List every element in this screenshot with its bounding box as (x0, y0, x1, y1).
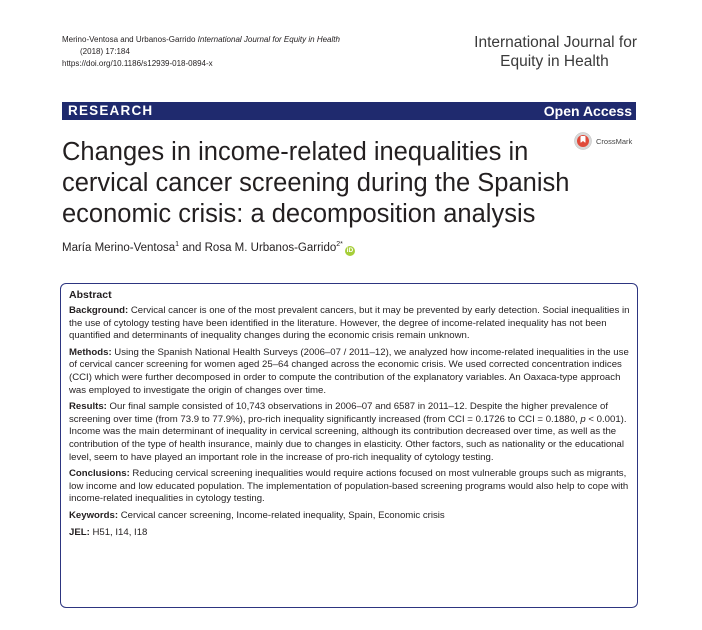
citation-header (62, 34, 340, 70)
crossmark-label: CrossMark (596, 137, 633, 146)
jel-label: JEL: (69, 526, 90, 538)
abstract-jel (69, 527, 630, 540)
article-title: Changes in income-related inequalities in cervical cancer screening during the Spanish economic crisis: a decomposition analysis (62, 138, 570, 228)
article-type-label: RESEARCH (68, 103, 154, 118)
journal-logo-line2: Equity in Health (500, 53, 609, 70)
abstract-background (69, 305, 630, 343)
author-2[interactable]: Rosa M. Urbanos-Garrido (204, 242, 337, 254)
conclusions-label: Conclusions: (69, 468, 130, 480)
abstract-methods (69, 347, 630, 397)
keywords-label: Keywords: (69, 509, 119, 521)
open-access-label: Open Access (543, 103, 632, 119)
conclusions-text: Reducing cervical screening inequalities would require actions focused on most vulnerable groups such as migrants, low income and low educated population. The implementation of population-based screening programs would also help to cope with income-related inequalities in cytology testing. (69, 468, 629, 505)
article-type-banner (62, 102, 636, 120)
results-label: Results: (69, 401, 107, 413)
results-text-1: Our final sample consisted of 10,743 observations in 2006–07 and 6587 in 2011–12. Despite the higher prevalence of screening over time (from 73.9 to 77.9%), pro-rich inequality significantly increased (from CCI = 0.1726 to CCI = 0.1880, (69, 401, 609, 425)
journal-logo-line1: International Journal for (474, 34, 637, 51)
abstract-box (60, 283, 638, 608)
author-list (62, 241, 355, 256)
methods-label: Methods: (69, 346, 112, 358)
background-label: Background: (69, 305, 129, 316)
citation-authors: Merino-Ventosa and Urbanos-Garrido (62, 35, 196, 44)
citation-doi[interactable]: https://doi.org/10.1186/s12939-018-0894-x (62, 59, 213, 68)
citation-journal: International Journal for Equity in Health (197, 35, 340, 44)
jel-text: H51, I14, I18 (89, 526, 148, 538)
author-1-affiliation: 1 (175, 241, 180, 248)
abstract-conclusions (69, 468, 630, 506)
keywords-text: Cervical cancer screening, Income-related inequality, Spain, Economic crisis (118, 509, 445, 521)
orcid-icon[interactable]: iD (346, 247, 354, 254)
abstract-keywords (69, 510, 630, 523)
author-conjunction: and (179, 242, 205, 254)
results-text-2: < 0.001). Income was the main determinant of inequality in cervical screening, although its contribution decreased over time, as well as the contribution of the type of health insurance, mainly due to changes in elasticity. Other factors, such as nationality or the educational level, seem to have played an important role in the increase of pro-rich inequality of cytology testing. (69, 413, 627, 463)
author-2-affiliation: 2* (336, 241, 343, 248)
background-text: Cervical cancer is one of the most prevalent cancers, but it may be prevented by early detection. Social inequalities in the use of cytology testing have been identified in the literature. However, the degree of income-related inequality has not been quantified and determinants of inequality changes during the economic crisis remain unknown. (69, 305, 630, 342)
abstract-results (69, 401, 630, 464)
author-1[interactable]: María Merino-Ventosa (62, 242, 176, 254)
methods-text: Using the Spanish National Health Surveys (2006–07 / 2011–12), we analyzed how income-related inequalities in the use of cervical cancer screening for women aged 25–64 changed across the economic crisis. We used corrected concentration indices (CCI) which were further decomposed in order to compute the contribution of the explanatory variables. An Oaxaca-type approach was employed to investigate the origin of changes over time. (69, 346, 629, 396)
journal-logo (474, 33, 637, 71)
citation-volume: (2018) 17:184 (80, 47, 130, 56)
results-p-symbol: p (580, 413, 586, 425)
abstract-heading: Abstract (69, 289, 112, 301)
